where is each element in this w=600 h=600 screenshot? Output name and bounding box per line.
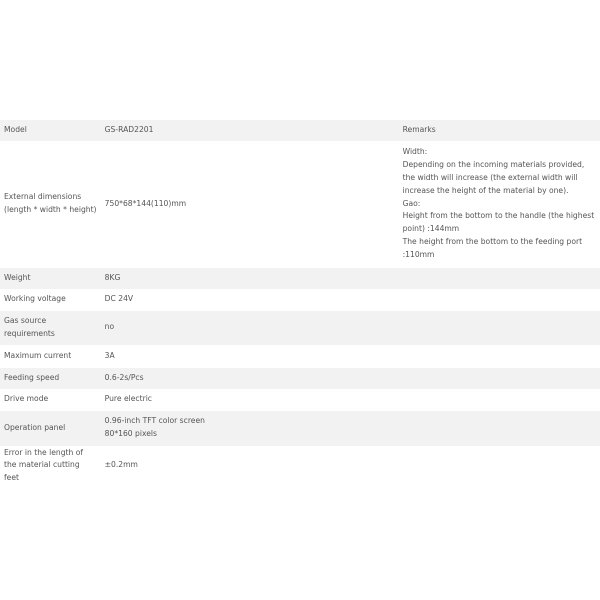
row-value: ±0.2mm — [101, 446, 399, 485]
spec-table — [0, 120, 600, 486]
header-model-value: GS-RAD2201 — [101, 120, 399, 141]
row-label: Gas source requirements — [0, 310, 101, 345]
row-label: Drive mode — [0, 389, 101, 410]
remark-line: Height from the bottom to the handle (the highest point) :144mm — [402, 211, 595, 234]
table-row-operation-panel — [0, 410, 600, 446]
table-row-weight — [0, 267, 600, 289]
remark-line: Gao: — [402, 198, 421, 208]
table-row-voltage — [0, 289, 600, 310]
table-header-row — [0, 120, 600, 141]
row-label: External dimensions (length * width * height) — [0, 141, 101, 267]
row-label: Operation panel — [0, 410, 101, 446]
header-remarks: Remarks — [399, 120, 600, 141]
row-label: Error in the length of the material cutting feet — [0, 446, 101, 485]
row-label: Maximum current — [0, 345, 101, 367]
row-label: Weight — [0, 267, 101, 289]
table-row-current — [0, 345, 600, 367]
row-label: Feeding speed — [0, 367, 101, 389]
row-value — [101, 410, 399, 446]
row-remarks — [399, 141, 600, 267]
remark-line: Depending on the incoming materials provided, the width will increase (the external width will increase the height of the material by one). — [402, 160, 585, 195]
row-value: Pure electric — [101, 389, 399, 410]
row-value: DC 24V — [101, 289, 399, 310]
remark-line: Width: — [402, 147, 428, 157]
row-value: 8KG — [101, 267, 399, 289]
table-row-drive-mode — [0, 389, 600, 410]
row-label: Working voltage — [0, 289, 101, 310]
row-value: 0.6-2s/Pcs — [101, 367, 399, 389]
row-value: no — [101, 310, 399, 345]
row-value: 3A — [101, 345, 399, 367]
table-row-gas-source — [0, 310, 600, 345]
table-row-cutting-error — [0, 446, 600, 485]
table-row-dimensions — [0, 141, 600, 267]
table-row-feeding-speed — [0, 367, 600, 389]
value-line: 0.96-inch TFT color screen — [104, 416, 205, 426]
value-line: 80*160 pixels — [104, 429, 157, 438]
header-model-label: Model — [0, 120, 101, 141]
remark-line: The height from the bottom to the feeding port :110mm — [402, 236, 583, 259]
row-value: 750*68*144(110)mm — [101, 141, 399, 267]
